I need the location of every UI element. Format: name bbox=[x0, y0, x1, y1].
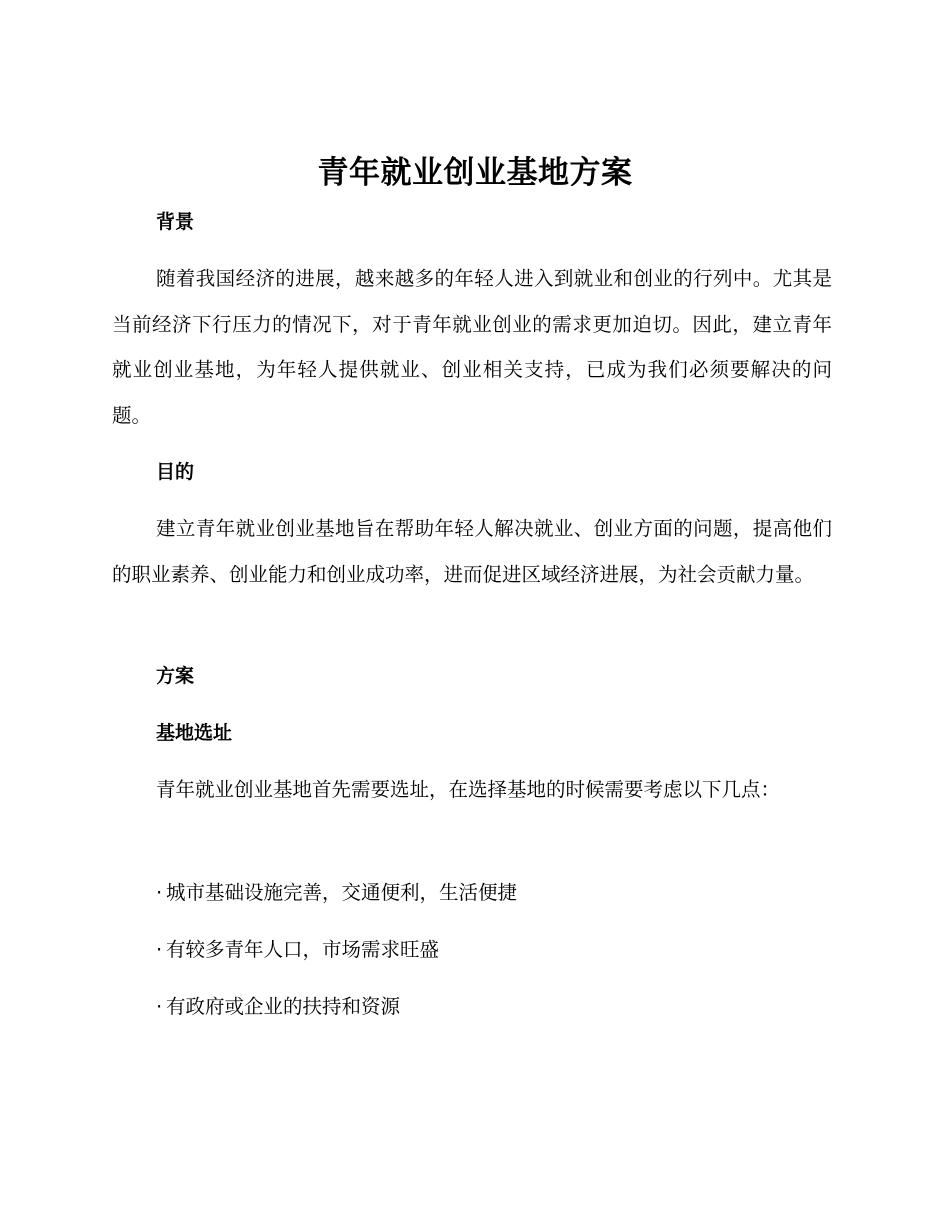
heading-plan: 方案 bbox=[156, 665, 195, 687]
paragraph-purpose: 建立青年就业创业基地旨在帮助年轻人解决就业、创业方面的问题，提高他们的职业素养、创业能力和创业成功率，进而促进区域经济进展，为社会贡献力量。 bbox=[112, 517, 832, 586]
heading-purpose: 目的 bbox=[156, 461, 195, 483]
list-item-text: 有较多青年人口，市场需求旺盛 bbox=[166, 938, 440, 961]
paragraph-site: 青年就业创业基地首先需要选址，在选择基地的时候需要考虑以下几点： bbox=[156, 778, 781, 801]
heading-site: 基地选址 bbox=[156, 722, 233, 744]
bullet-marker: · bbox=[156, 938, 163, 961]
list-item-text: 城市基础设施完善，交通便利，生活便捷 bbox=[166, 881, 518, 904]
bullet-marker: · bbox=[156, 881, 163, 904]
document-title: 青年就业创业基地方案 bbox=[317, 155, 633, 191]
list-item bbox=[156, 937, 439, 963]
list-item bbox=[156, 994, 400, 1020]
list-item bbox=[156, 880, 517, 906]
heading-background: 背景 bbox=[156, 211, 195, 233]
list-item-text: 有政府或企业的扶持和资源 bbox=[166, 995, 401, 1018]
paragraph-background: 随着我国经济的进展，越来越多的年轻人进入到就业和创业的行列中。尤其是当前经济下行压力的情况下，对于青年就业创业的需求更加迫切。因此，建立青年就业创业基地，为年轻人提供就业、创业相关支持，已成为我们必须要解决的问题。 bbox=[112, 267, 832, 427]
bullet-marker: · bbox=[156, 995, 163, 1018]
